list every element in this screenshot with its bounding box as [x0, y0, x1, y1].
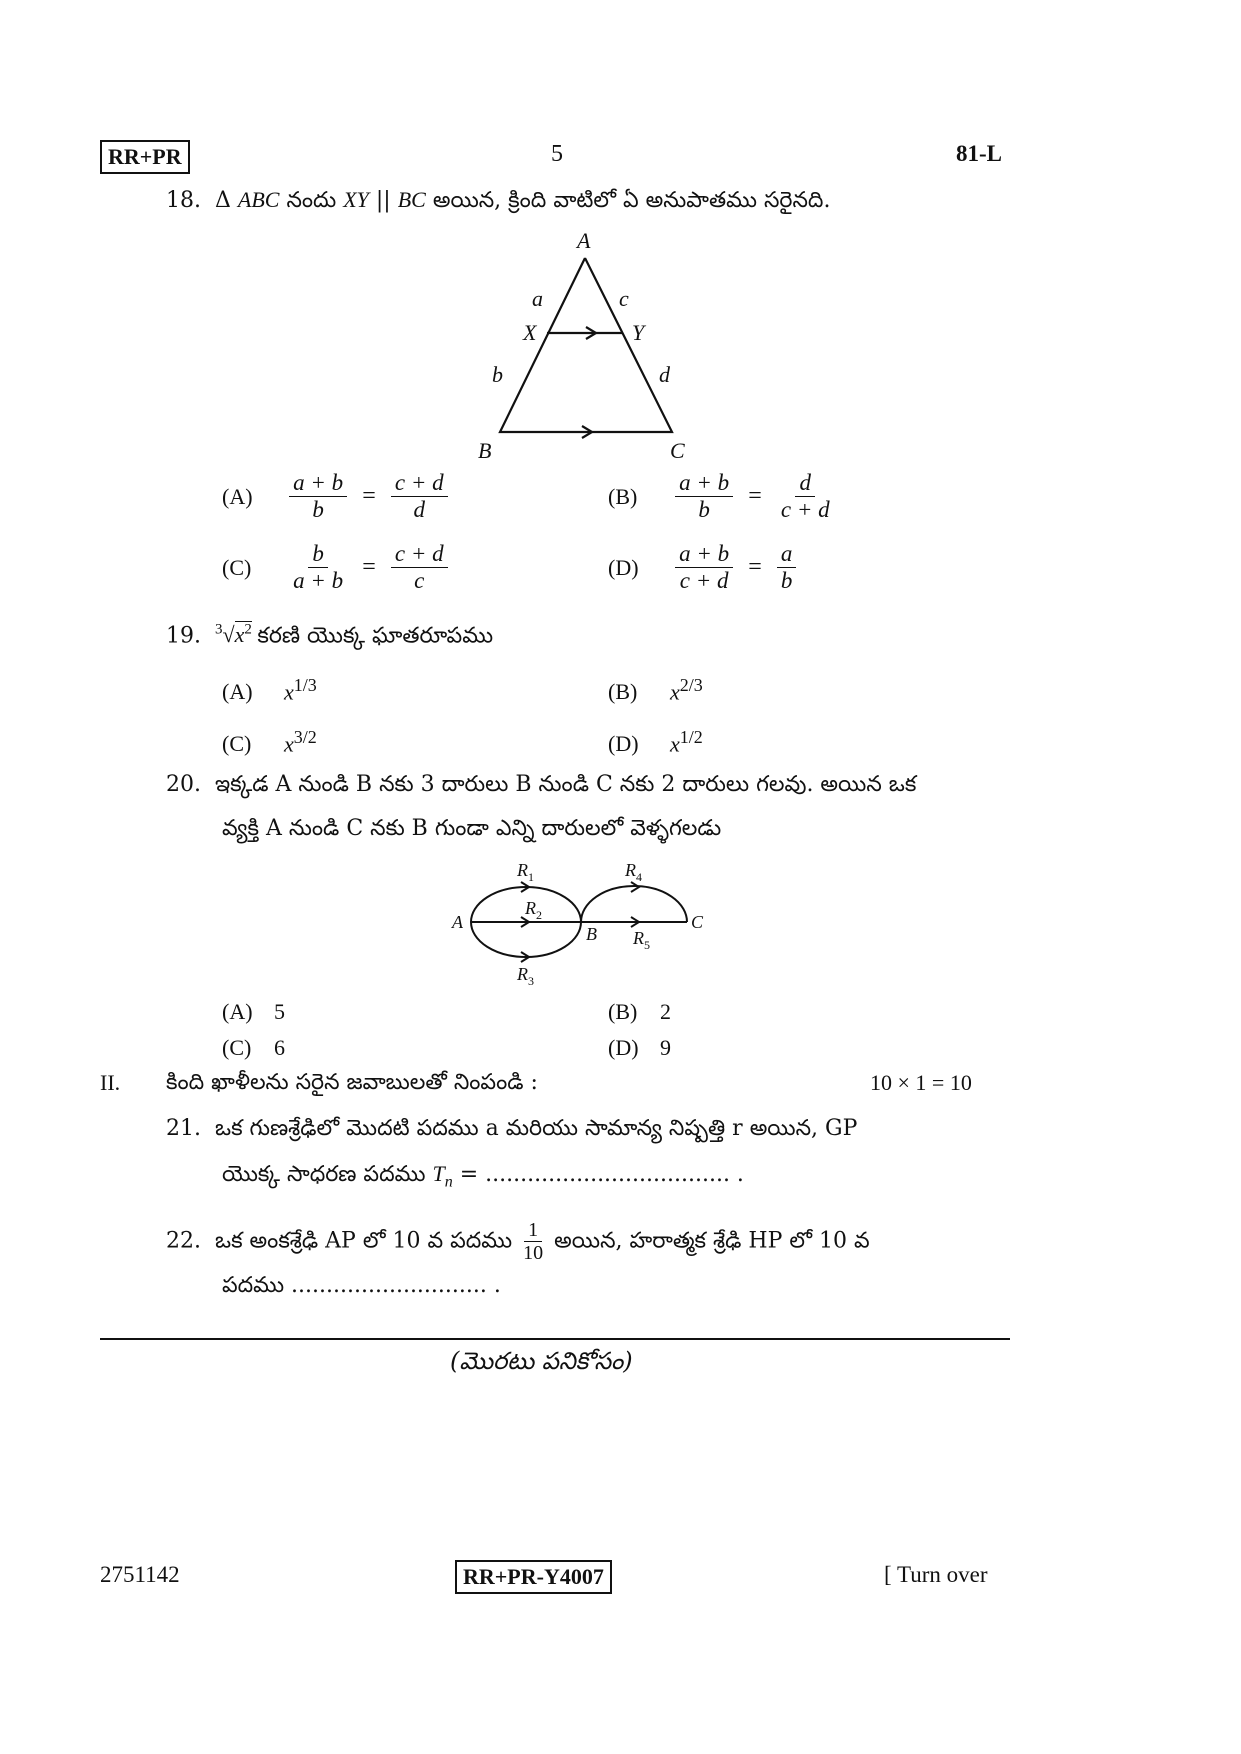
divider [100, 1338, 1010, 1340]
denominator: c [414, 568, 425, 593]
denominator: d [413, 497, 425, 522]
radical-index: 3 [215, 622, 223, 638]
option-20-C[interactable] [222, 1034, 285, 1062]
fraction-right [391, 470, 448, 523]
node-B: B [586, 924, 597, 944]
denominator: b [312, 497, 324, 522]
option-18-A[interactable] [222, 470, 448, 523]
option-18-D[interactable] [608, 541, 796, 594]
denominator: b [698, 497, 710, 522]
equals-sign: = [362, 483, 376, 509]
option-19-A[interactable] [222, 671, 317, 707]
point-Y: Y [632, 320, 645, 345]
label-a: a [532, 286, 543, 311]
question-text-line2: యొక్క సాధరణ పదము [222, 1162, 426, 1187]
option-label: (D) [608, 1035, 639, 1060]
triangle-symbol: Δ [215, 188, 231, 213]
fraction-left [289, 541, 347, 594]
question-text-line1: ఇక్కడ A నుండి B నకు 3 దారులు B నుండి C నకు 2 దారులు గలవు. అయిన ఒక [215, 772, 917, 797]
header-badge: RR+PR [100, 140, 190, 174]
fraction-one-tenth [519, 1219, 547, 1264]
option-label: (B) [608, 679, 638, 705]
fraction-left [675, 470, 733, 523]
question-20 [166, 771, 916, 799]
vertex-B: B [478, 438, 492, 462]
question-text-line1: ఒక అంకశ్రేఢి AP లో 10 వ పదము [215, 1228, 513, 1254]
option-value: 2 [660, 999, 671, 1024]
question-19 [166, 616, 493, 650]
section-marks: 10 × 1 = 10 [870, 1070, 972, 1095]
segment-xy: XY [343, 187, 369, 212]
option-label: (C) [222, 1035, 252, 1060]
vertex-A: A [577, 228, 591, 253]
option-18-C[interactable] [222, 541, 448, 594]
route-r4-arc [581, 886, 687, 922]
term-subscript: n [444, 1173, 453, 1191]
exponent: 1/2 [679, 727, 703, 747]
numerator: 1 [524, 1219, 542, 1242]
exponent: 3/2 [293, 727, 317, 747]
radicand-exponent: 2 [244, 622, 252, 638]
fraction-right [391, 541, 448, 594]
numerator: a + b [675, 541, 733, 568]
numerator: a + b [675, 470, 733, 497]
section-roman: II. [100, 1070, 121, 1095]
text-fragment: అయిన, క్రింది వాటిలో ఏ అనుపాతము సరైనది. [432, 188, 831, 213]
option-19-D[interactable] [608, 723, 703, 759]
section-title: కింది ఖాళీలను సరైన జవాబులతో నింపండి : [166, 1070, 538, 1095]
fraction-right [777, 470, 834, 523]
denominator: c + d [780, 497, 830, 522]
rough-work-note: (మొరటు పనికోసం) [450, 1347, 633, 1375]
option-label: (A) [222, 679, 253, 705]
option-18-B[interactable] [608, 470, 834, 523]
numerator: a + b [289, 470, 347, 497]
denominator: a + b [293, 568, 344, 593]
answer-blank: పదము ............................ . [222, 1273, 501, 1298]
base: x [670, 679, 680, 705]
text-fragment: నందు [286, 188, 337, 213]
footer-serial: 2751142 [100, 1562, 180, 1587]
question-text-line2: వ్యక్తి A నుండి C నకు B గుండా ఎన్ని దారులలో వెళ్ళగలడు [222, 816, 722, 841]
parallel-symbol: || [375, 188, 391, 213]
label-R3: $R_3$ [517, 964, 534, 988]
option-label: (C) [222, 731, 252, 757]
option-label: (A) [222, 999, 253, 1024]
option-label: (A) [222, 483, 253, 509]
cube-root-expression [215, 622, 257, 647]
option-value: 5 [274, 999, 285, 1024]
question-number: 21. [166, 1116, 201, 1141]
question-number: 20. [166, 772, 201, 797]
equals-sign: = [748, 483, 762, 509]
numerator: b [308, 541, 328, 568]
fraction-left [289, 470, 347, 523]
option-value: 6 [274, 1035, 285, 1060]
point-X: X [523, 320, 537, 345]
label-R5: $R_5$ [633, 928, 650, 952]
page-number: 5 [551, 141, 563, 167]
question-22-line2 [222, 1272, 501, 1300]
node-A: A [452, 912, 463, 932]
option-label: (D) [608, 554, 639, 580]
fraction-left [675, 541, 733, 594]
numerator: a [777, 541, 797, 568]
question-text: కరణి యొక్క ఘాతరూపము [257, 623, 494, 649]
vertex-C: C [670, 438, 685, 462]
option-label: (B) [608, 483, 638, 509]
base: x [284, 679, 294, 705]
question-20-line2 [222, 815, 721, 843]
label-c: c [619, 286, 629, 311]
footer-code: RR+PR-Y4007 [455, 1560, 612, 1594]
question-number: 22. [166, 1228, 201, 1254]
denominator: b [780, 568, 793, 593]
option-19-C[interactable] [222, 723, 317, 759]
exponent: 1/3 [293, 675, 317, 695]
radical-sign-icon: √ [222, 622, 235, 648]
option-label: (D) [608, 731, 639, 757]
base: x [284, 731, 294, 757]
question-18 [166, 186, 830, 215]
option-19-B[interactable] [608, 671, 703, 707]
question-21-line2 [222, 1160, 744, 1196]
numerator: c + d [391, 541, 448, 568]
denominator: 10 [523, 1242, 544, 1264]
question-number: 18. [166, 188, 201, 213]
question-21 [166, 1115, 857, 1143]
paper-code: 81-L [956, 141, 1002, 166]
triangle-name: ABC [237, 187, 280, 212]
question-text-line1-cont: అయిన, హరాత్మక శ్రేఢి HP లో 10 వ [554, 1228, 870, 1254]
option-20-B[interactable] [608, 998, 671, 1026]
question-22 [166, 1219, 870, 1264]
routes-figure [445, 852, 745, 992]
triangle-outline [500, 258, 672, 432]
option-label: (B) [608, 999, 638, 1024]
term-T: T [432, 1161, 445, 1186]
exponent: 2/3 [679, 675, 703, 695]
question-text-line1: ఒక గుణశ్రేఢిలో మొదటి పదము a మరియు సామాన్య నిష్పత్తి r అయిన, GP [215, 1116, 858, 1141]
option-value: 9 [660, 1035, 671, 1060]
segment-bc: BC [397, 187, 426, 212]
equals-sign: = [362, 554, 376, 580]
node-C: C [691, 912, 704, 932]
numerator: c + d [391, 470, 448, 497]
label-R4: $R_4$ [625, 860, 642, 884]
option-20-A[interactable] [222, 998, 285, 1026]
base: x [670, 731, 680, 757]
answer-blank: = ................................... . [459, 1162, 744, 1187]
triangle-figure [460, 222, 700, 462]
label-d: d [659, 362, 670, 387]
numerator: d [795, 470, 815, 497]
label-R1: $R_1$ [517, 860, 534, 884]
option-20-D[interactable] [608, 1034, 671, 1062]
equals-sign: = [748, 554, 762, 580]
denominator: c + d [679, 568, 729, 593]
turn-over: [ Turn over [884, 1562, 988, 1587]
option-label: (C) [222, 554, 252, 580]
radicand: x [234, 622, 245, 648]
label-b: b [492, 362, 503, 387]
question-number: 19. [166, 623, 201, 649]
fraction-right [777, 541, 797, 594]
label-R2: $R_2$ [525, 898, 542, 922]
